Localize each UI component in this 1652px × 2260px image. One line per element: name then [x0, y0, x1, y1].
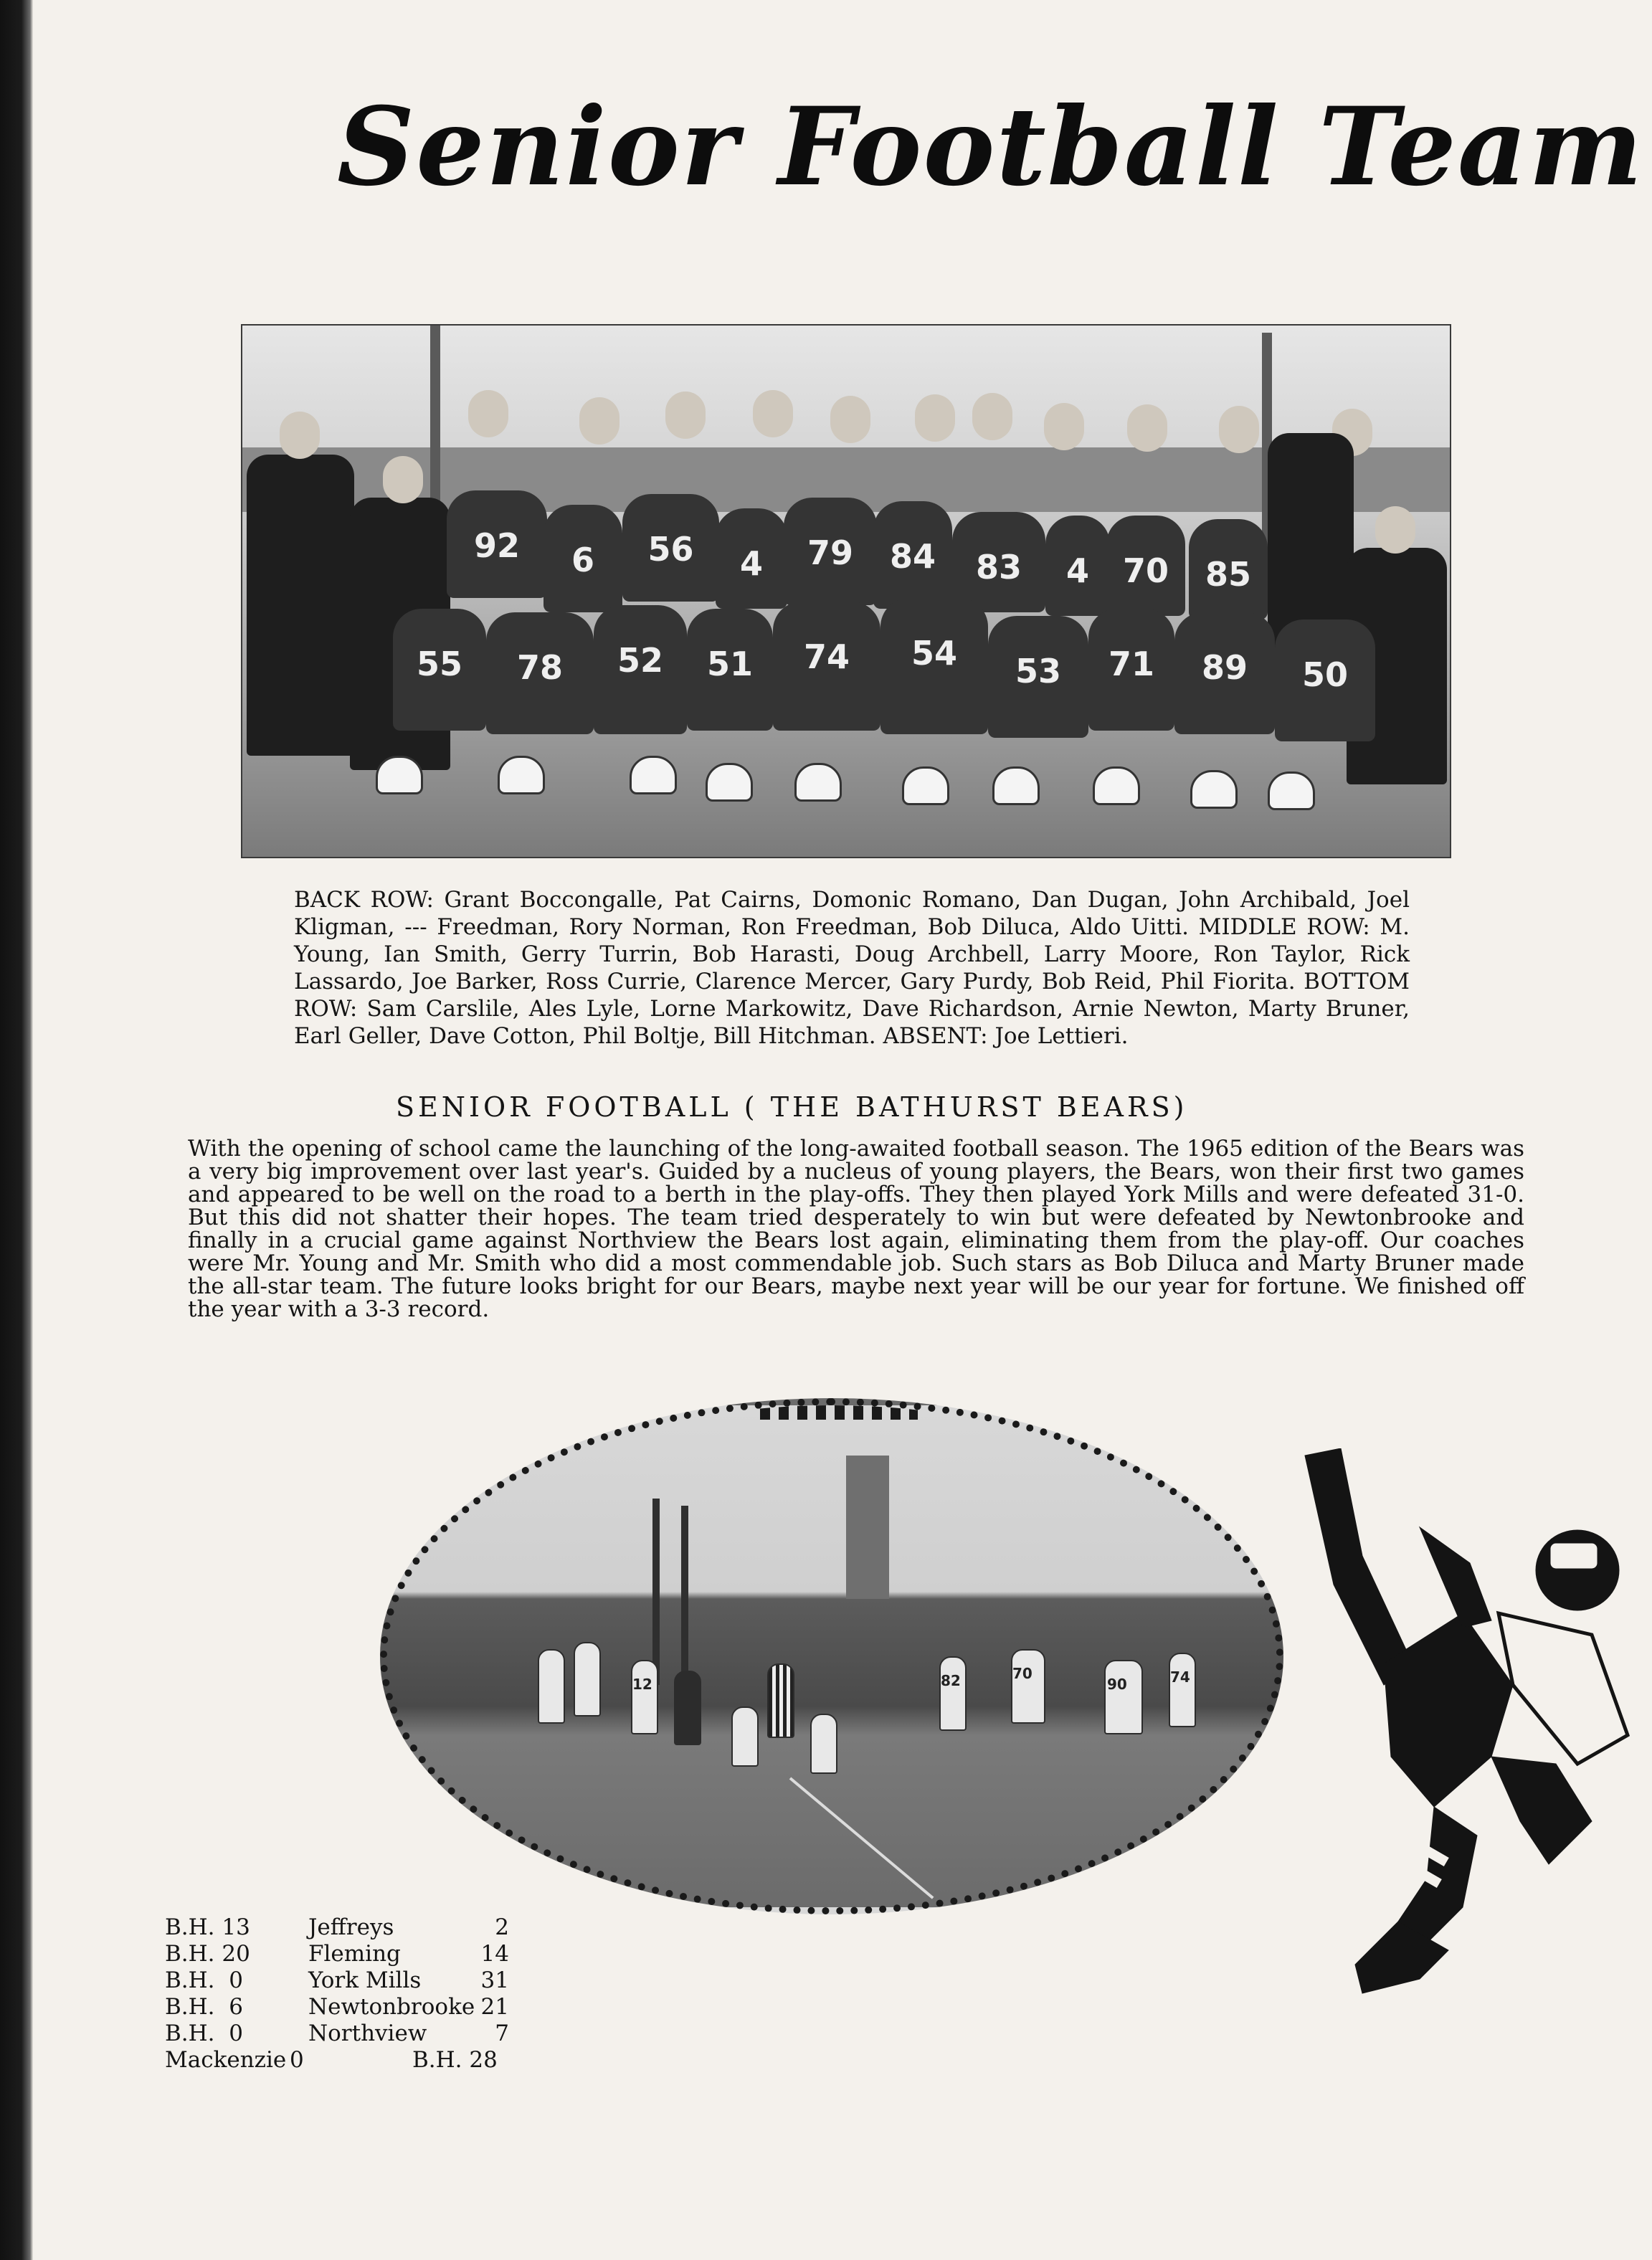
jersey-number: 4 — [739, 544, 763, 583]
opponent-score: 7 — [495, 2021, 509, 2046]
jersey-number: 74 — [1170, 1668, 1190, 1686]
player-figure — [939, 1656, 967, 1731]
player-jersey — [880, 598, 988, 734]
team-photo — [241, 324, 1451, 858]
player-figure — [631, 1660, 658, 1734]
goal-post — [652, 1499, 660, 1685]
player-jersey — [622, 494, 719, 602]
opponent-name: Jeffreys — [308, 1914, 394, 1940]
score-row — [165, 1941, 509, 1967]
opponent-name: Newtonbrooke — [308, 1994, 475, 2020]
jersey-number: 4 — [1065, 551, 1089, 590]
player-head — [1044, 403, 1084, 450]
player-figure — [1169, 1653, 1196, 1727]
player-jersey — [773, 602, 880, 731]
coach-head — [383, 456, 423, 503]
helmet — [1268, 771, 1315, 810]
helmet — [498, 756, 545, 794]
opponent-score: 2 — [495, 1914, 509, 1940]
score-row — [165, 2047, 509, 2074]
player-jersey — [1045, 516, 1110, 616]
jersey-number: 71 — [1108, 645, 1154, 683]
player-jersey — [447, 490, 547, 598]
referee-figure — [767, 1663, 794, 1738]
player-head — [579, 397, 620, 445]
player-head — [468, 390, 508, 437]
opponent-score: 14 — [480, 1941, 509, 1967]
player-figure — [731, 1706, 759, 1767]
jersey-number: 79 — [807, 533, 853, 572]
helmet — [630, 756, 677, 794]
kicker-illustration — [1276, 1448, 1652, 2036]
jersey-number: 85 — [1205, 555, 1251, 594]
player-jersey — [1275, 619, 1375, 741]
jersey-number: 51 — [706, 645, 753, 683]
score-row — [165, 1914, 509, 1941]
helmet — [706, 763, 753, 802]
yard-line — [789, 1777, 934, 1899]
bh-score: B.H. 28 — [412, 2047, 498, 2073]
jersey-number: 84 — [889, 537, 936, 576]
player-figure — [810, 1714, 837, 1774]
game-action-photo — [380, 1398, 1283, 1914]
player-head — [830, 396, 870, 443]
opponent-score: 31 — [480, 1967, 509, 1993]
score-row — [165, 1967, 509, 1994]
section-heading: SENIOR FOOTBALL ( THE BATHURST BEARS) — [396, 1091, 1188, 1123]
football-laces — [760, 1405, 918, 1420]
jersey-number: 6 — [571, 541, 594, 579]
bh-score: B.H. 20 — [165, 1941, 250, 1967]
player-jersey — [486, 612, 594, 734]
player-jersey — [543, 505, 622, 612]
jersey-number: 70 — [1012, 1665, 1032, 1682]
player-figure — [574, 1642, 601, 1717]
goal-post — [681, 1506, 688, 1685]
jersey-number: 74 — [803, 637, 850, 676]
player-jersey — [1174, 612, 1275, 734]
player-jersey — [784, 498, 877, 605]
coach-head — [1375, 506, 1415, 554]
player-jersey — [1106, 516, 1185, 616]
jersey-number: 56 — [647, 530, 694, 569]
jersey-number: 78 — [516, 648, 563, 687]
article-body: With the opening of school came the launching of the long-awaited football season. The 1965 edition of the Bears was a very big improvement over last year's. Guided by a nucleus of young players, the Bears, won their first two games and appeared to be well on the road to a berth in the play-offs. They then played York Mills and were defeated 31-0. But this did not shatter their hopes. The team tried desperately to win but were defeated by Newtonbrooke and finally in a crucial game against Northview the Bears lost again, eliminating them from the play-off. Our coaches were Mr. Young and Mr. Smith who did a most commendable job. Such stars as Bob Diluca and Marty Bruner made the all-star team. The future looks bright for our Bears, maybe next year will be our year for fortune. We finished off the year with a 3-3 record. — [188, 1136, 1524, 1322]
player-jersey — [988, 616, 1088, 738]
helmet — [794, 763, 842, 802]
book-binding-edge — [0, 0, 33, 2260]
opponent-score: 0 — [290, 2047, 304, 2073]
opponent-name: Mackenzie — [165, 2047, 287, 2073]
score-row — [165, 1994, 509, 2021]
helmet — [376, 756, 423, 794]
opponent-score: 21 — [480, 1994, 509, 2020]
jersey-number: 55 — [416, 645, 462, 683]
bh-score: B.H. 13 — [165, 1914, 250, 1940]
player-figure — [1011, 1649, 1045, 1724]
helmet — [902, 766, 949, 805]
score-row — [165, 2021, 509, 2047]
jersey-number: 82 — [941, 1672, 961, 1689]
season-scores — [165, 1914, 509, 2074]
coach-head — [280, 412, 320, 459]
jersey-number: 90 — [1107, 1676, 1127, 1693]
jersey-number: 50 — [1301, 655, 1348, 694]
photo-caption: BACK ROW: Grant Boccongalle, Pat Cairns, Domonic Romano, Dan Dugan, John Archibald, Joel Kligman, --- Freedman, Rory Norman, Ron Freedman, Bob Diluca, Aldo Uitti. MIDDLE ROW: M. Young, Ian Smith, Gerry Turrin, Bob Harasti, Doug Archbell, Larry Moore, Ron Taylor, Rick Lassardo, Joe Barker, Ross Currie, Clarence Mercer, Gary Purdy, Bob Reid, Phil Fiorita. BOTTOM ROW: Sam Carslile, Ales Lyle, Lorne Markowitz, Dave Richardson, Arnie Newton, Marty Bruner, Earl Geller, Dave Cotton, Phil Boltje, Bill Hitchman. ABSENT: Joe Lettieri. — [294, 887, 1410, 1049]
player-head — [1127, 404, 1167, 452]
stadium-stand — [846, 1456, 889, 1599]
jersey-number: 83 — [975, 548, 1022, 587]
jersey-number: 89 — [1201, 648, 1248, 687]
jersey-number: 54 — [911, 634, 957, 673]
bh-score: B.H. 6 — [165, 1994, 243, 2020]
player-jersey — [952, 512, 1045, 612]
player-jersey — [873, 501, 952, 609]
jersey-number: 12 — [632, 1676, 652, 1693]
player-jersey — [1189, 519, 1268, 619]
player-jersey — [594, 605, 687, 734]
opponent-name: Fleming — [308, 1941, 401, 1967]
player-jersey — [1088, 609, 1174, 731]
opponent-name: York Mills — [308, 1967, 422, 1993]
helmet — [992, 766, 1040, 805]
player-jersey — [687, 609, 773, 731]
bh-score: B.H. 0 — [165, 2021, 243, 2046]
player-figure — [538, 1649, 565, 1724]
jersey-number: 92 — [473, 526, 520, 565]
player-figure — [1104, 1660, 1143, 1734]
player-jersey — [716, 508, 787, 609]
player-head — [753, 390, 793, 437]
helmet — [1190, 770, 1238, 809]
player-head — [972, 393, 1012, 440]
opponent-name: Northview — [308, 2021, 427, 2046]
jersey-number: 53 — [1015, 652, 1061, 690]
helmet — [1093, 766, 1140, 805]
page-title: Senior Football Team — [337, 84, 1644, 210]
bh-score: B.H. 0 — [165, 1967, 243, 1993]
player-head — [1219, 406, 1259, 453]
jersey-number: 52 — [617, 641, 663, 680]
player-head — [665, 391, 706, 439]
player-jersey — [393, 609, 486, 731]
player-head — [915, 394, 955, 442]
player-figure — [674, 1671, 701, 1745]
jersey-number: 70 — [1122, 551, 1169, 590]
coach-figure — [247, 455, 354, 756]
